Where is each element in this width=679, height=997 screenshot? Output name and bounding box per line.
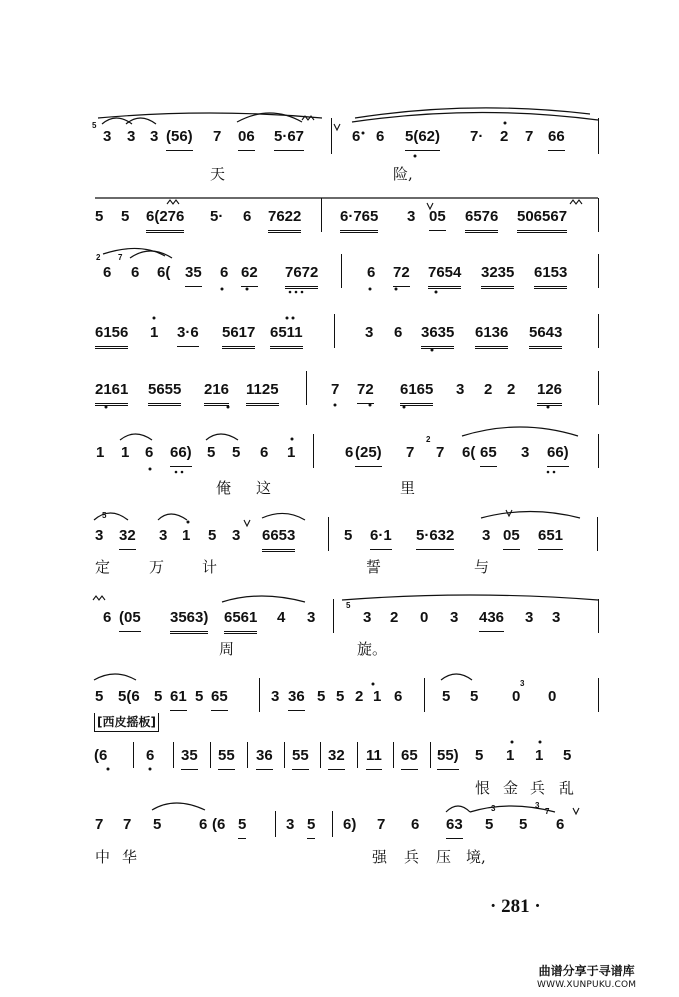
note: 5: [563, 747, 572, 764]
lyric: 里: [400, 479, 416, 497]
bar-line: [332, 811, 333, 837]
note: 6: [103, 264, 112, 281]
note: 7: [331, 381, 340, 398]
note-group: 6136: [475, 321, 508, 349]
note-group: 5655: [148, 378, 181, 406]
note: 5: [470, 688, 479, 705]
lyric: 俺: [216, 479, 232, 497]
lyric: 万: [149, 558, 165, 576]
bar-line: [598, 599, 599, 633]
note-group: 05: [503, 524, 520, 550]
note-group: 55): [437, 744, 459, 770]
note: 3: [521, 444, 530, 461]
bar-line: [247, 742, 248, 768]
note-group: (25): [355, 441, 382, 467]
note: 7: [436, 444, 445, 461]
note: 6: [243, 208, 252, 225]
note: 3: [525, 609, 534, 626]
note-group: 35: [181, 744, 198, 770]
note: 3: [271, 688, 280, 705]
bar-line: [306, 371, 307, 405]
note-group: 11: [366, 744, 382, 770]
score-line-10: [0, 744, 679, 768]
bar-line: [598, 371, 599, 405]
bar-line: [430, 742, 431, 768]
note: 3: [150, 128, 159, 145]
bar-line: [259, 678, 260, 712]
note: 5: [317, 688, 326, 705]
note: 6(: [462, 444, 476, 461]
note-group: 6156: [95, 321, 128, 349]
lyric: 金: [503, 779, 519, 797]
note: 3: [286, 816, 295, 833]
note: 1: [96, 444, 105, 461]
note-group: 5: [307, 813, 315, 839]
note-group: 6·765: [340, 205, 378, 233]
note: 5: [485, 816, 494, 833]
note-group: 5: [238, 813, 246, 839]
bar-line: [275, 811, 276, 837]
note: 1: [506, 747, 515, 764]
note: 0: [548, 688, 557, 705]
note-group: 06: [238, 125, 255, 151]
note: 3: [482, 527, 491, 544]
note: 6: [367, 264, 376, 281]
score-line-7: [0, 524, 679, 548]
note: 6: [145, 444, 154, 461]
note: 1: [182, 527, 191, 544]
note: 3: [363, 609, 372, 626]
lyric: 这: [256, 479, 272, 497]
note: 5: [208, 527, 217, 544]
lyric: 中: [95, 848, 111, 866]
note-group: 5·632: [416, 524, 454, 550]
note: 7: [406, 444, 415, 461]
bar-line: [133, 742, 134, 768]
note: 7: [377, 816, 386, 833]
note-group: 63: [446, 813, 463, 839]
lyrics-line-6: [0, 476, 679, 500]
note-group: 65: [480, 441, 497, 467]
score-line-1: [0, 125, 679, 149]
bar-line: [284, 742, 285, 768]
note-group: 61: [170, 685, 187, 711]
note-group: 6561: [224, 606, 257, 634]
bar-line: [598, 198, 599, 232]
note-group: 5·67: [274, 125, 304, 151]
lyrics-line-7: [0, 555, 679, 579]
note: 1: [535, 747, 544, 764]
note-group: 2161: [95, 378, 128, 406]
svg-text:3: 3: [535, 801, 540, 810]
bar-line: [598, 118, 599, 154]
lyric: 强: [372, 848, 388, 866]
note-group: 5643: [529, 321, 562, 349]
note-group: 6(276: [146, 205, 184, 233]
note: 3: [456, 381, 465, 398]
lyric: 定: [95, 558, 111, 576]
note-group: (56): [166, 125, 193, 151]
lyric: 周: [219, 640, 235, 658]
note: 6: [103, 609, 112, 626]
score-line-2: [0, 205, 679, 229]
note: 6(: [157, 264, 171, 281]
bar-line: [210, 742, 211, 768]
note-group: 3635: [421, 321, 454, 349]
note-group: 66): [170, 441, 192, 467]
note-group: 32: [328, 744, 345, 770]
note-group: 65: [401, 744, 418, 770]
svg-text:5: 5: [92, 121, 97, 130]
lyric: 兵: [404, 848, 420, 866]
lyric: 天: [210, 165, 226, 183]
note: 0: [512, 688, 521, 705]
svg-text:7: 7: [545, 807, 550, 816]
note: 6: [556, 816, 565, 833]
note: 5: [344, 527, 353, 544]
note: 5: [207, 444, 216, 461]
note-group: (05: [119, 606, 141, 632]
svg-text:3: 3: [491, 804, 496, 813]
bar-line: [333, 599, 334, 633]
note-group: 32: [119, 524, 136, 550]
note: 7: [95, 816, 104, 833]
note: 5: [475, 747, 484, 764]
bar-line: [357, 742, 358, 768]
lyric: 险,: [393, 165, 413, 183]
note: 6: [376, 128, 385, 145]
note-group: 6153: [534, 261, 567, 289]
note: 5: [519, 816, 528, 833]
note: 4: [277, 609, 286, 626]
lyric: 誓: [366, 558, 382, 576]
lyric: 与: [474, 558, 490, 576]
note-group: 6·1: [370, 524, 392, 550]
note-group: 36: [288, 685, 305, 711]
bar-line: [334, 314, 335, 348]
note-group: 436: [479, 606, 504, 632]
lyric: 境,: [466, 848, 486, 866]
note: 2: [500, 128, 509, 145]
note: 6: [146, 747, 155, 764]
lyrics-line-11: [0, 845, 679, 869]
note-group: 216: [204, 378, 229, 406]
note: 3: [127, 128, 136, 145]
note: 5: [442, 688, 451, 705]
lyric: 恨: [475, 779, 491, 797]
lyrics-line-8: [0, 637, 679, 661]
lyric: 华: [122, 848, 138, 866]
lyrics-line-1: [0, 162, 679, 186]
bar-line: [331, 118, 332, 154]
note-group: 506567: [517, 205, 567, 233]
note: 5: [336, 688, 345, 705]
note-group: 7622: [268, 205, 301, 233]
lyric: 兵: [530, 779, 546, 797]
note-group: 7654: [428, 261, 461, 289]
note: 6: [352, 128, 361, 145]
note: 3: [552, 609, 561, 626]
note-group: 1125: [246, 378, 279, 406]
note-group: 3235: [481, 261, 514, 289]
svg-text:2: 2: [96, 253, 101, 262]
note: 6: [199, 816, 208, 833]
note-group: 126: [537, 378, 562, 406]
svg-text:3: 3: [520, 679, 525, 688]
note-group: 6576: [465, 205, 498, 233]
note-group: 3·6: [177, 321, 199, 347]
bar-line: [598, 678, 599, 712]
score-line-6: [0, 441, 679, 465]
score-line-11: [0, 813, 679, 837]
lyric: 乱: [559, 779, 575, 797]
note: 5: [232, 444, 241, 461]
watermark-footer: [537, 964, 636, 992]
bar-line: [173, 742, 174, 768]
note-group: 35: [185, 261, 202, 287]
note: (6: [94, 747, 108, 764]
note: (6: [212, 816, 226, 833]
note-group: 3563): [170, 606, 208, 634]
note: 2: [484, 381, 493, 398]
bar-line: [320, 742, 321, 768]
bar-line: [598, 314, 599, 348]
note: 3: [407, 208, 416, 225]
note-group: 62: [241, 261, 258, 287]
note-group: 72: [357, 378, 374, 404]
score-line-4: [0, 321, 679, 345]
note: 2: [390, 609, 399, 626]
bar-line: [341, 254, 342, 288]
note-group: 55: [218, 744, 235, 770]
note: 5: [154, 688, 163, 705]
note: 3: [450, 609, 459, 626]
bar-line: [313, 434, 314, 468]
note: 1: [373, 688, 382, 705]
note: 3: [232, 527, 241, 544]
note: 6: [394, 324, 403, 341]
note-group: 55: [292, 744, 309, 770]
note: 6: [345, 444, 354, 461]
note: 3: [307, 609, 316, 626]
note: 7: [123, 816, 132, 833]
note-group: 651: [538, 524, 563, 550]
note: 5·: [210, 208, 224, 225]
note-group: 72: [393, 261, 410, 287]
score-line-8: [0, 606, 679, 630]
note-group: 6511: [270, 321, 303, 349]
bar-line: [597, 517, 598, 551]
note-group: 7672: [285, 261, 318, 289]
section-label: [西皮摇板]: [94, 713, 159, 732]
note: 5: [195, 688, 204, 705]
note: 1: [121, 444, 130, 461]
lyric: 计: [202, 558, 218, 576]
lyric: 旋。: [357, 640, 388, 658]
score-line-3: [0, 261, 679, 285]
note: 3: [365, 324, 374, 341]
lyrics-line-10: [0, 776, 679, 800]
score-line-9: [0, 685, 679, 709]
note: 6: [411, 816, 420, 833]
note: 6: [394, 688, 403, 705]
footer-url: WWW.XUNPUKU.COM: [537, 980, 637, 990]
note: 5: [121, 208, 130, 225]
bar-line: [321, 198, 322, 232]
bar-line: [424, 678, 425, 712]
bar-line: [328, 517, 329, 551]
svg-text:7: 7: [118, 253, 123, 262]
note-group: 36: [256, 744, 273, 770]
note: 5: [95, 208, 104, 225]
note: 6): [343, 816, 357, 833]
note: 1: [150, 324, 159, 341]
note: 3: [103, 128, 112, 145]
note-group: 6653: [262, 524, 295, 552]
score-line-5: [0, 378, 679, 402]
note: 3: [95, 527, 104, 544]
bar-line: [393, 742, 394, 768]
note-group: 5617: [222, 321, 255, 349]
note: 6: [220, 264, 229, 281]
svg-text:5: 5: [102, 511, 107, 520]
svg-text:5: 5: [346, 601, 351, 610]
note: 6: [131, 264, 140, 281]
note: 5: [153, 816, 162, 833]
lyric: 压: [436, 848, 452, 866]
note-group: 66: [548, 125, 565, 151]
note: 0: [420, 609, 429, 626]
page-number: · 281 ·: [490, 896, 541, 917]
note: 5(6: [118, 688, 140, 705]
bar-line: [598, 254, 599, 288]
note: 7: [213, 128, 222, 145]
note: 2: [507, 381, 516, 398]
note-group: 66): [547, 441, 569, 467]
note: 1: [287, 444, 296, 461]
note: 2: [355, 688, 364, 705]
note: 6: [260, 444, 269, 461]
svg-text:2: 2: [426, 435, 431, 444]
note-group: 6165: [400, 378, 433, 406]
note: 7: [525, 128, 534, 145]
footer-title: 曲谱分享于寻谱库: [538, 964, 635, 978]
note-group: 05: [429, 205, 446, 231]
bar-line: [598, 434, 599, 468]
note: 7·: [470, 128, 484, 145]
note: 5: [95, 688, 104, 705]
note-group: 65: [211, 685, 228, 711]
note: 3: [159, 527, 168, 544]
note-group: 5(62): [405, 125, 440, 151]
